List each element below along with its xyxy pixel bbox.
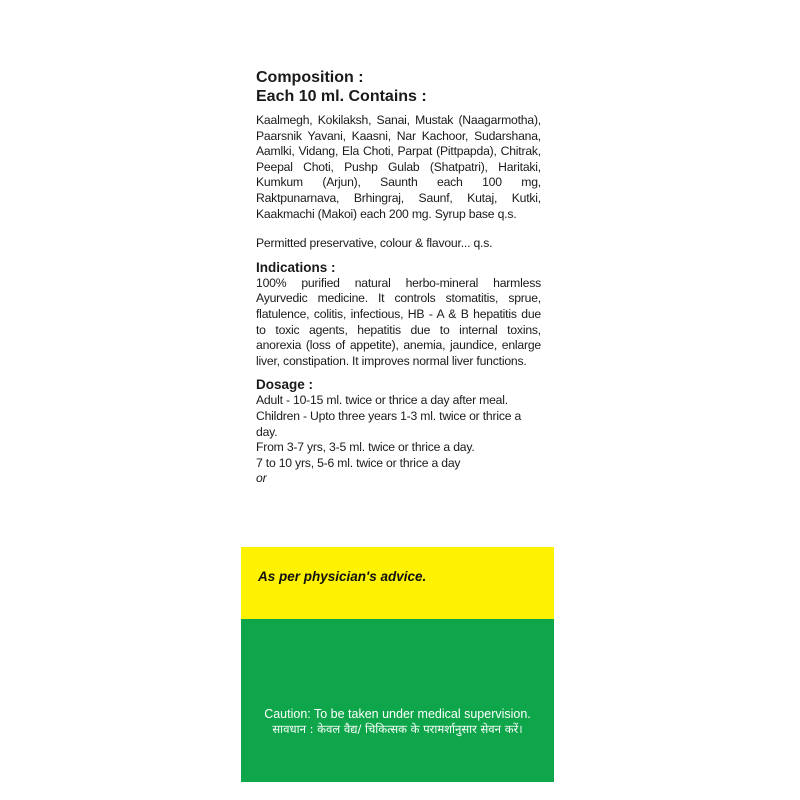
physician-advice: As per physician's advice. [258,569,427,584]
caution-block [241,707,554,737]
dosage-7-10-years: 7 to 10 yrs, 5-6 ml. twice or thrice a day [256,455,461,470]
dosage-3-7-years: From 3-7 yrs, 3-5 ml. twice or thrice a day. [256,440,475,455]
indications-heading: Indications : [256,259,336,275]
preservative-text: Permitted preservative, colour & flavour... q.s. [256,236,493,251]
dosage-heading: Dosage : [256,377,314,393]
caution-english: Caution: To be taken under medical supervision. [264,707,531,721]
contains-heading: Each 10 ml. Contains : [256,88,427,105]
product-label-panel [241,60,554,782]
advice-band [241,547,554,619]
caution-band [241,619,554,782]
dosage-or: or [256,471,267,486]
dosage-children: Children - Upto three years 1-3 ml. twice or thrice a day. [256,408,522,439]
ingredients-text: Kaalmegh, Kokilaksh, Sanai, Mustak (Naagarmotha), Paarsnik Yavani, Kaasni, Nar Kachoor, Sudarshana, Aamlki, Vidang, Ela Choti, Parpat (Pittpapda), Chitrak, Peepal Choti, Pushp Gulab (Shatpatri), Haritaki, Kumkum (Arjun), Saunth each 100 mg, Raktpunarnava, Brhingraj, Saunf, Kutaj, Kutki, Kaakmachi (Makoi) each 200 mg. Syrup base q.s. [256,113,541,221]
caution-hindi: सावधान : केवल वैद्य/ चिकित्सक के परामर्शानुसार सेवन करें। [272,722,523,736]
composition-heading: Composition : [256,69,364,86]
indications-text: 100% purified natural herbo-mineral harmless Ayurvedic medicine. It controls stomatitis, sprue, flatulence, colitis, infectious, HB - A & B hepatitis due to toxic agents, hepatitis due to internal toxins, anorexia (loss of appetite), anemia, jaundice, enlarge liver, constipation. It improves normal liver functions. [256,275,541,368]
label-content [256,68,541,487]
dosage-adult: Adult - 10-15 ml. twice or thrice a day after meal. [256,393,508,408]
dosage-list [256,393,541,487]
